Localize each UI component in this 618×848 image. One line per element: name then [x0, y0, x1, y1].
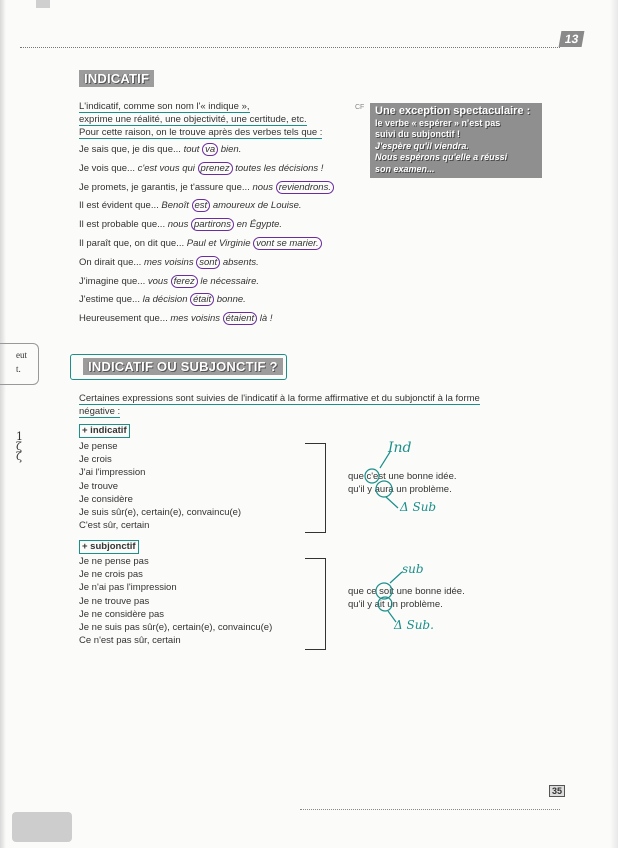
subjonctif-expression-text: Je ne suis pas sûr(e), certain(e), convaincu(e)	[79, 622, 273, 633]
exception-title: Une exception spectaculaire :	[375, 105, 531, 117]
example-tail: en Égypte.	[233, 219, 283, 231]
example-verb-circled: était	[190, 293, 214, 306]
arrow-sub-3	[388, 611, 396, 622]
section2-intro-2: négative :	[79, 406, 121, 417]
example-tail: bonne.	[214, 294, 246, 306]
example-subject: tout	[183, 144, 203, 155]
indicatif-expression-text: Je suis sûr(e), certain(e), convaincu(e)	[79, 507, 242, 518]
subjonctif-expression-text: Je n'ai pas l'impression	[79, 582, 177, 594]
circle-aura	[376, 481, 392, 497]
subjonctif-expression-text: Je ne considère pas	[79, 608, 165, 620]
example-verb-circled: ferez	[171, 275, 198, 288]
example-subject: vous	[147, 275, 171, 287]
handwritten-sub-1: Δ Sub	[400, 500, 437, 514]
handwritten-sub-3: Δ Sub.	[394, 618, 434, 632]
example-tail: amoureux de Louise.	[210, 200, 302, 212]
indicatif-expression-text: Je trouve	[79, 480, 119, 492]
exception-line: suivi du subjonctif !	[375, 129, 460, 139]
section-indicatif-title: INDICATIF	[79, 70, 154, 87]
example-lead: Je sais que, je dis que...	[79, 144, 184, 155]
indicatif-result-2: qu'il y aura un problème.	[348, 484, 452, 495]
example-verb-circled: prenez	[198, 162, 233, 175]
cf-tag: CF	[355, 104, 365, 111]
arrow-ind	[380, 452, 390, 468]
example-tail: là !	[257, 313, 273, 325]
subjonctif-expression-text: Je ne pense pas	[79, 556, 149, 567]
example-lead: Il paraît que, on dit que...	[79, 238, 187, 249]
example-subject: nous	[167, 219, 191, 231]
example-lead: J'imagine que...	[79, 275, 148, 287]
exception-line: le verbe « espérer » n'est pas	[375, 117, 501, 128]
example-verb-circled: sont	[196, 256, 220, 269]
indicatif-label: + indicatif	[79, 424, 130, 438]
example-verb-circled: partirons	[191, 218, 234, 231]
page-number-top: 13	[559, 31, 585, 47]
example-lead: J'estime que...	[79, 294, 143, 306]
example-lead: On dirait que...	[79, 256, 144, 268]
margin-scribble: 1 ζ ζ	[16, 430, 23, 463]
footer-rule	[300, 809, 560, 810]
example-subject: mes voisins	[143, 256, 197, 268]
example-tail: le nécessaire.	[197, 275, 259, 287]
subjonctif-expression-text: Je ne crois pas	[79, 569, 143, 581]
example-tail: bien.	[218, 144, 242, 155]
example-verb-circled: vont se marier.	[253, 237, 321, 250]
indicatif-expression-text: Je pense	[79, 441, 118, 452]
intro-line-2: exprime une réalité, une objectivité, une certitude, etc.	[79, 114, 307, 125]
example-subject: c'est vous qui	[137, 162, 198, 174]
exception-example: son examen...	[375, 163, 435, 174]
subjonctif-expression-text: Je ne trouve pas	[79, 595, 150, 607]
page-number-bottom: 35	[549, 785, 565, 797]
example-subject: la décision	[142, 294, 191, 306]
exception-example: J'espère qu'il viendra.	[375, 140, 469, 151]
example-verb-circled: reviendrons.	[276, 181, 334, 194]
example-tail: toutes les décisions !	[232, 162, 324, 174]
example-lead: Il est évident que...	[79, 200, 162, 212]
arrow-sub-2	[390, 572, 402, 583]
example-tail: absents.	[220, 256, 259, 268]
margin-note-2: t.	[16, 364, 21, 374]
handwritten-sub-2: sub	[402, 562, 424, 576]
example-subject: mes voisins	[170, 313, 223, 325]
example-verb-circled: étaient	[223, 312, 258, 325]
subjonctif-result-2: qu'il y ait un problème.	[348, 599, 443, 610]
indicatif-result-1: que c'est une bonne idée.	[348, 471, 457, 482]
subjonctif-expression-text: Ce n'est pas sûr, certain	[79, 635, 181, 647]
section2-intro-1: Certaines expressions sont suivies de l'indicatif à la forme affirmative et du subjonctif à la forme	[79, 393, 480, 404]
indicatif-expression-text: Je crois	[79, 454, 112, 466]
subjonctif-result-1: que ce soit une bonne idée.	[348, 586, 465, 597]
example-verb-circled: est	[192, 199, 211, 212]
exception-example: Nous espérons qu'elle a réussi	[375, 152, 508, 162]
handwritten-ind: Ind	[388, 440, 412, 456]
example-subject: nous	[252, 181, 276, 193]
example-subject: Benoît	[161, 200, 192, 212]
indicatif-expression-text: Je considère	[79, 493, 133, 505]
example-lead: Je promets, je garantis, je t'assure que...	[79, 181, 253, 193]
example-lead: Il est probable que...	[79, 219, 168, 231]
arrow-sub-1	[386, 497, 398, 508]
example-lead: Je vois que...	[79, 162, 138, 174]
example-verb-circled: va	[202, 143, 218, 156]
circle-c-est	[365, 469, 379, 483]
margin-note-1: eut	[16, 350, 27, 360]
indicatif-expression-text: J'ai l'impression	[79, 467, 146, 479]
example-subject: Paul et Virginie	[186, 238, 254, 249]
indicatif-expression-text: C'est sûr, certain	[79, 520, 150, 532]
section-indicatif-subjonctif-title: INDICATIF OU SUBJONCTIF ?	[83, 358, 283, 375]
intro-line-1: L'indicatif, comme son nom l'« indique »,	[79, 101, 250, 112]
subjonctif-label: + subjonctif	[79, 540, 139, 554]
intro-line-3: Pour cette raison, on le trouve après des verbes tels que :	[79, 127, 323, 138]
example-lead: Heureusement que...	[79, 313, 171, 325]
